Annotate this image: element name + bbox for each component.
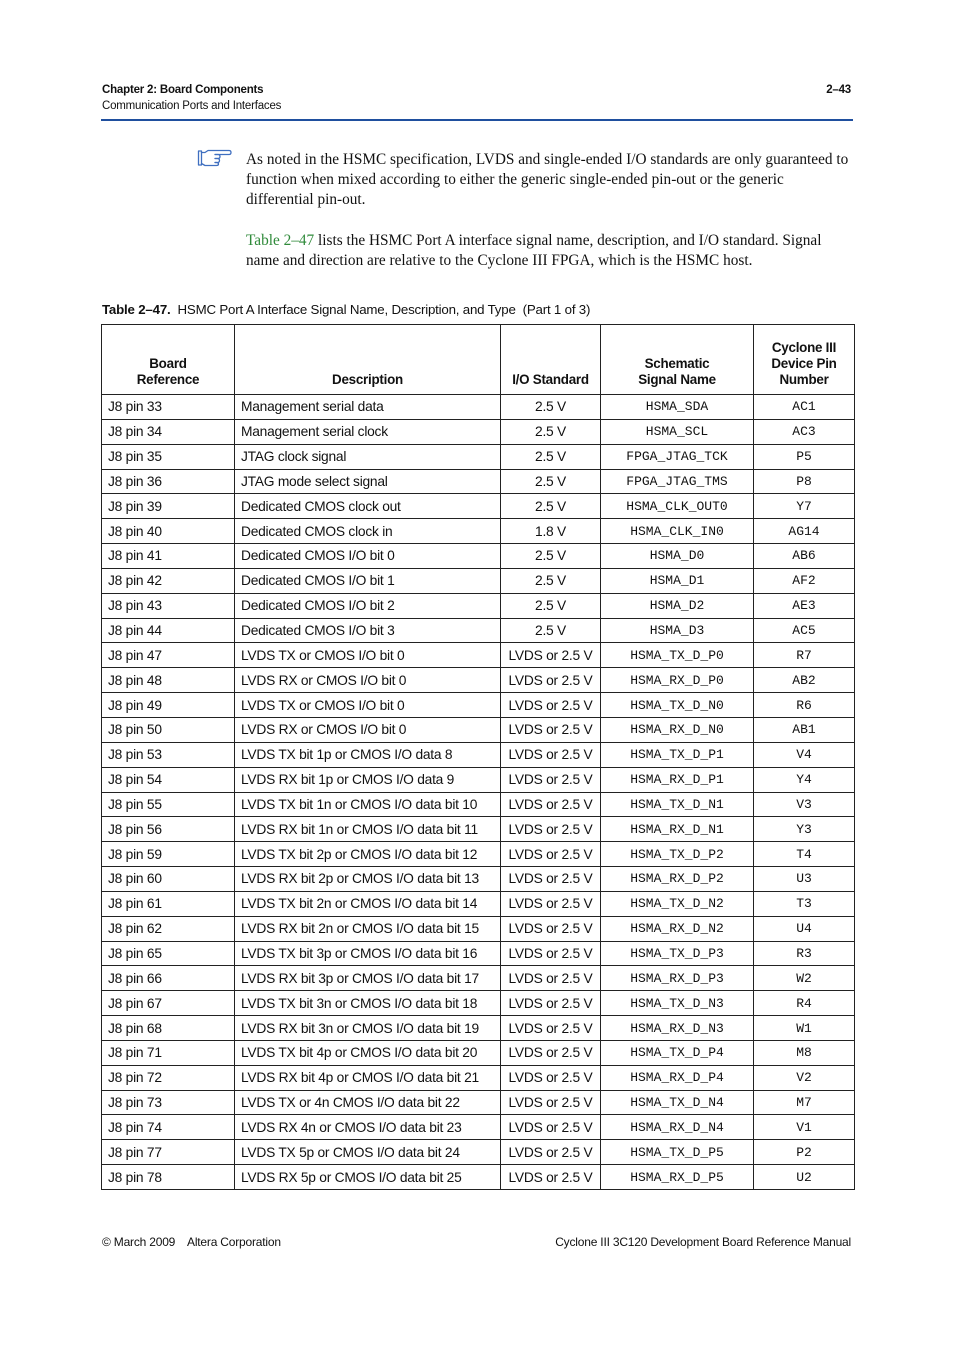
signal-name-cell: HSMA_TX_D_N4: [601, 1090, 754, 1115]
board-reference-cell: J8 pin 43: [102, 593, 235, 618]
device-pin-cell: V4: [754, 742, 855, 767]
description-cell: LVDS TX bit 2n or CMOS I/O data bit 14: [235, 891, 501, 916]
table-row: [102, 1115, 855, 1140]
io-standard-cell: LVDS or 2.5 V: [501, 867, 601, 892]
table-caption: [102, 302, 590, 317]
table-row: [102, 395, 855, 420]
board-reference-cell: J8 pin 65: [102, 941, 235, 966]
table-caption-label: Table 2–47.: [102, 302, 171, 317]
header-board-reference: Board Reference: [102, 325, 235, 395]
table-row: [102, 519, 855, 544]
table-row: [102, 643, 855, 668]
board-reference-cell: J8 pin 74: [102, 1115, 235, 1140]
io-standard-cell: LVDS or 2.5 V: [501, 1065, 601, 1090]
description-cell: Dedicated CMOS clock in: [235, 519, 501, 544]
signal-name-cell: HSMA_RX_D_N0: [601, 717, 754, 742]
header-signal-name: Schematic Signal Name: [601, 325, 754, 395]
io-standard-cell: 2.5 V: [501, 419, 601, 444]
description-cell: LVDS RX bit 1p or CMOS I/O data 9: [235, 767, 501, 792]
device-pin-cell: Y4: [754, 767, 855, 792]
description-cell: Dedicated CMOS I/O bit 3: [235, 618, 501, 643]
signal-name-cell: FPGA_JTAG_TMS: [601, 469, 754, 494]
io-standard-cell: LVDS or 2.5 V: [501, 1165, 601, 1190]
board-reference-cell: J8 pin 66: [102, 966, 235, 991]
io-standard-cell: LVDS or 2.5 V: [501, 1016, 601, 1041]
io-standard-cell: 2.5 V: [501, 469, 601, 494]
table-header-row: [102, 325, 855, 395]
header-section: Communication Ports and Interfaces: [102, 100, 282, 112]
board-reference-cell: J8 pin 56: [102, 817, 235, 842]
board-reference-cell: J8 pin 72: [102, 1065, 235, 1090]
table-row: [102, 1090, 855, 1115]
description-cell: LVDS RX bit 3n or CMOS I/O data bit 19: [235, 1016, 501, 1041]
device-pin-cell: AF2: [754, 568, 855, 593]
description-cell: LVDS TX bit 1p or CMOS I/O data 8: [235, 742, 501, 767]
board-reference-cell: J8 pin 47: [102, 643, 235, 668]
board-reference-cell: J8 pin 48: [102, 668, 235, 693]
io-standard-cell: LVDS or 2.5 V: [501, 767, 601, 792]
description-cell: JTAG clock signal: [235, 444, 501, 469]
device-pin-cell: AE3: [754, 593, 855, 618]
description-cell: Dedicated CMOS I/O bit 1: [235, 568, 501, 593]
table-row: [102, 867, 855, 892]
board-reference-cell: J8 pin 39: [102, 494, 235, 519]
footer-right: Cyclone III 3C120 Development Board Reference Manual: [555, 1235, 851, 1249]
io-standard-cell: LVDS or 2.5 V: [501, 792, 601, 817]
description-cell: LVDS RX bit 2p or CMOS I/O data bit 13: [235, 867, 501, 892]
header-rule: [101, 119, 853, 121]
device-pin-cell: U4: [754, 916, 855, 941]
signal-name-cell: HSMA_CLK_OUT0: [601, 494, 754, 519]
device-pin-cell: AC1: [754, 395, 855, 420]
device-pin-cell: P5: [754, 444, 855, 469]
table-row: [102, 668, 855, 693]
signal-name-cell: HSMA_D2: [601, 593, 754, 618]
table-row: [102, 817, 855, 842]
table-row: [102, 941, 855, 966]
signal-name-cell: HSMA_SDA: [601, 395, 754, 420]
board-reference-cell: J8 pin 42: [102, 568, 235, 593]
io-standard-cell: 2.5 V: [501, 395, 601, 420]
board-reference-cell: J8 pin 62: [102, 916, 235, 941]
device-pin-cell: AC3: [754, 419, 855, 444]
io-standard-cell: LVDS or 2.5 V: [501, 817, 601, 842]
signal-name-cell: HSMA_RX_D_N3: [601, 1016, 754, 1041]
header-io-standard: I/O Standard: [501, 325, 601, 395]
io-standard-cell: LVDS or 2.5 V: [501, 891, 601, 916]
table-row: [102, 1165, 855, 1190]
signal-name-cell: HSMA_RX_D_P3: [601, 966, 754, 991]
device-pin-cell: U2: [754, 1165, 855, 1190]
description-cell: LVDS RX bit 4p or CMOS I/O data bit 21: [235, 1065, 501, 1090]
device-pin-cell: W1: [754, 1016, 855, 1041]
table-row: [102, 1140, 855, 1165]
table-row: [102, 419, 855, 444]
io-standard-cell: LVDS or 2.5 V: [501, 668, 601, 693]
signal-name-cell: HSMA_D0: [601, 544, 754, 569]
header-page-number: 2–43: [826, 84, 851, 96]
description-cell: Dedicated CMOS clock out: [235, 494, 501, 519]
description-cell: Management serial data: [235, 395, 501, 420]
description-cell: LVDS TX or CMOS I/O bit 0: [235, 693, 501, 718]
footer-left: © March 2009 Altera Corporation: [102, 1235, 281, 1249]
board-reference-cell: J8 pin 59: [102, 842, 235, 867]
io-standard-cell: LVDS or 2.5 V: [501, 966, 601, 991]
board-reference-cell: J8 pin 61: [102, 891, 235, 916]
table-row: [102, 1040, 855, 1065]
board-reference-cell: J8 pin 36: [102, 469, 235, 494]
board-reference-cell: J8 pin 68: [102, 1016, 235, 1041]
board-reference-cell: J8 pin 78: [102, 1165, 235, 1190]
description-cell: LVDS RX bit 2n or CMOS I/O data bit 15: [235, 916, 501, 941]
table-row: [102, 792, 855, 817]
signal-name-cell: HSMA_RX_D_P1: [601, 767, 754, 792]
table-row: [102, 593, 855, 618]
io-standard-cell: LVDS or 2.5 V: [501, 991, 601, 1016]
board-reference-cell: J8 pin 49: [102, 693, 235, 718]
board-reference-cell: J8 pin 73: [102, 1090, 235, 1115]
board-reference-cell: J8 pin 53: [102, 742, 235, 767]
io-standard-cell: LVDS or 2.5 V: [501, 643, 601, 668]
signal-name-cell: HSMA_RX_D_P2: [601, 867, 754, 892]
io-standard-cell: LVDS or 2.5 V: [501, 916, 601, 941]
device-pin-cell: AG14: [754, 519, 855, 544]
signal-name-cell: HSMA_TX_D_P0: [601, 643, 754, 668]
description-cell: Dedicated CMOS I/O bit 0: [235, 544, 501, 569]
description-cell: JTAG mode select signal: [235, 469, 501, 494]
device-pin-cell: R6: [754, 693, 855, 718]
signal-name-cell: HSMA_SCL: [601, 419, 754, 444]
description-cell: LVDS RX 5p or CMOS I/O data bit 25: [235, 1165, 501, 1190]
device-pin-cell: Y7: [754, 494, 855, 519]
device-pin-cell: R7: [754, 643, 855, 668]
signal-name-cell: HSMA_TX_D_P5: [601, 1140, 754, 1165]
board-reference-cell: J8 pin 40: [102, 519, 235, 544]
device-pin-cell: M7: [754, 1090, 855, 1115]
signal-name-cell: HSMA_TX_D_P3: [601, 941, 754, 966]
description-cell: LVDS TX bit 3p or CMOS I/O data bit 16: [235, 941, 501, 966]
device-pin-cell: V3: [754, 792, 855, 817]
device-pin-cell: W2: [754, 966, 855, 991]
device-pin-cell: M8: [754, 1040, 855, 1065]
signal-name-cell: HSMA_RX_D_N4: [601, 1115, 754, 1140]
board-reference-cell: J8 pin 55: [102, 792, 235, 817]
description-cell: LVDS TX or CMOS I/O bit 0: [235, 643, 501, 668]
table-row: [102, 717, 855, 742]
description-cell: Management serial clock: [235, 419, 501, 444]
description-cell: LVDS TX bit 2p or CMOS I/O data bit 12: [235, 842, 501, 867]
device-pin-cell: R3: [754, 941, 855, 966]
table-xref-link[interactable]: Table 2–47: [246, 232, 315, 249]
description-cell: LVDS RX or CMOS I/O bit 0: [235, 717, 501, 742]
description-cell: LVDS TX bit 1n or CMOS I/O data bit 10: [235, 792, 501, 817]
header-chapter: Chapter 2: Board Components: [102, 84, 264, 96]
description-cell: LVDS RX or CMOS I/O bit 0: [235, 668, 501, 693]
pointing-hand-icon: [197, 148, 233, 173]
device-pin-cell: T3: [754, 891, 855, 916]
device-pin-cell: AB2: [754, 668, 855, 693]
device-pin-cell: P8: [754, 469, 855, 494]
signal-name-cell: HSMA_TX_D_N0: [601, 693, 754, 718]
io-standard-cell: LVDS or 2.5 V: [501, 941, 601, 966]
signal-name-cell: HSMA_TX_D_N3: [601, 991, 754, 1016]
signal-name-cell: HSMA_RX_D_P0: [601, 668, 754, 693]
table-row: [102, 494, 855, 519]
table-row: [102, 991, 855, 1016]
header-device-pin: Cyclone III Device Pin Number: [754, 325, 855, 395]
table-row: [102, 742, 855, 767]
table-row: [102, 966, 855, 991]
signal-name-cell: HSMA_D3: [601, 618, 754, 643]
io-standard-cell: 2.5 V: [501, 618, 601, 643]
device-pin-cell: P2: [754, 1140, 855, 1165]
io-standard-cell: LVDS or 2.5 V: [501, 1115, 601, 1140]
signal-name-cell: HSMA_RX_D_P5: [601, 1165, 754, 1190]
table-row: [102, 891, 855, 916]
table-row: [102, 618, 855, 643]
board-reference-cell: J8 pin 67: [102, 991, 235, 1016]
board-reference-cell: J8 pin 54: [102, 767, 235, 792]
table-row: [102, 444, 855, 469]
intro-text: lists the HSMC Port A interface signal name, description, and I/O standard. Signal name and direction are relative to the Cyclone III FPGA, which is the HSMC host.: [246, 232, 822, 269]
io-standard-cell: 2.5 V: [501, 444, 601, 469]
description-cell: LVDS TX or 4n CMOS I/O data bit 22: [235, 1090, 501, 1115]
table-row: [102, 1016, 855, 1041]
table-caption-text: HSMC Port A Interface Signal Name, Description, and Type (Part 1 of 3): [170, 302, 591, 317]
board-reference-cell: J8 pin 35: [102, 444, 235, 469]
io-standard-cell: LVDS or 2.5 V: [501, 717, 601, 742]
device-pin-cell: V1: [754, 1115, 855, 1140]
description-cell: LVDS RX bit 3p or CMOS I/O data bit 17: [235, 966, 501, 991]
board-reference-cell: J8 pin 41: [102, 544, 235, 569]
signal-name-cell: HSMA_RX_D_N1: [601, 817, 754, 842]
device-pin-cell: AC5: [754, 618, 855, 643]
io-standard-cell: 2.5 V: [501, 593, 601, 618]
table-row: [102, 544, 855, 569]
device-pin-cell: AB1: [754, 717, 855, 742]
io-standard-cell: LVDS or 2.5 V: [501, 1140, 601, 1165]
table-row: [102, 693, 855, 718]
io-standard-cell: LVDS or 2.5 V: [501, 1040, 601, 1065]
io-standard-cell: LVDS or 2.5 V: [501, 742, 601, 767]
io-standard-cell: 1.8 V: [501, 519, 601, 544]
signal-name-cell: HSMA_CLK_IN0: [601, 519, 754, 544]
signal-name-cell: HSMA_RX_D_P4: [601, 1065, 754, 1090]
table-row: [102, 568, 855, 593]
io-standard-cell: 2.5 V: [501, 568, 601, 593]
signal-name-cell: HSMA_TX_D_P4: [601, 1040, 754, 1065]
description-cell: LVDS RX 4n or CMOS I/O data bit 23: [235, 1115, 501, 1140]
device-pin-cell: V2: [754, 1065, 855, 1090]
table-body: [102, 395, 855, 1190]
signal-name-cell: HSMA_TX_D_N2: [601, 891, 754, 916]
note-text: As noted in the HSMC specification, LVDS and single-ended I/O standards are only guaranteed to function when mixed according to either the generic single-ended pin-out or the generic differential pin-out.: [246, 151, 849, 208]
io-standard-cell: LVDS or 2.5 V: [501, 1090, 601, 1115]
signal-name-cell: HSMA_TX_D_P2: [601, 842, 754, 867]
device-pin-cell: T4: [754, 842, 855, 867]
table-row: [102, 469, 855, 494]
description-cell: LVDS TX 5p or CMOS I/O data bit 24: [235, 1140, 501, 1165]
signal-table: [101, 324, 855, 1190]
device-pin-cell: U3: [754, 867, 855, 892]
board-reference-cell: J8 pin 44: [102, 618, 235, 643]
io-standard-cell: LVDS or 2.5 V: [501, 842, 601, 867]
board-reference-cell: J8 pin 60: [102, 867, 235, 892]
board-reference-cell: J8 pin 50: [102, 717, 235, 742]
intro-paragraph: [246, 231, 854, 271]
description-cell: LVDS TX bit 4p or CMOS I/O data bit 20: [235, 1040, 501, 1065]
signal-name-cell: HSMA_TX_D_N1: [601, 792, 754, 817]
signal-name-cell: HSMA_D1: [601, 568, 754, 593]
description-cell: LVDS TX bit 3n or CMOS I/O data bit 18: [235, 991, 501, 1016]
description-cell: LVDS RX bit 1n or CMOS I/O data bit 11: [235, 817, 501, 842]
device-pin-cell: R4: [754, 991, 855, 1016]
io-standard-cell: LVDS or 2.5 V: [501, 693, 601, 718]
table-row: [102, 767, 855, 792]
header-description: Description: [235, 325, 501, 395]
io-standard-cell: 2.5 V: [501, 494, 601, 519]
board-reference-cell: J8 pin 34: [102, 419, 235, 444]
signal-name-cell: HSMA_TX_D_P1: [601, 742, 754, 767]
description-cell: Dedicated CMOS I/O bit 2: [235, 593, 501, 618]
table-row: [102, 916, 855, 941]
device-pin-cell: AB6: [754, 544, 855, 569]
signal-name-cell: FPGA_JTAG_TCK: [601, 444, 754, 469]
device-pin-cell: Y3: [754, 817, 855, 842]
board-reference-cell: J8 pin 71: [102, 1040, 235, 1065]
signal-name-cell: HSMA_RX_D_N2: [601, 916, 754, 941]
table-row: [102, 1065, 855, 1090]
board-reference-cell: J8 pin 33: [102, 395, 235, 420]
board-reference-cell: J8 pin 77: [102, 1140, 235, 1165]
table-row: [102, 842, 855, 867]
io-standard-cell: 2.5 V: [501, 544, 601, 569]
